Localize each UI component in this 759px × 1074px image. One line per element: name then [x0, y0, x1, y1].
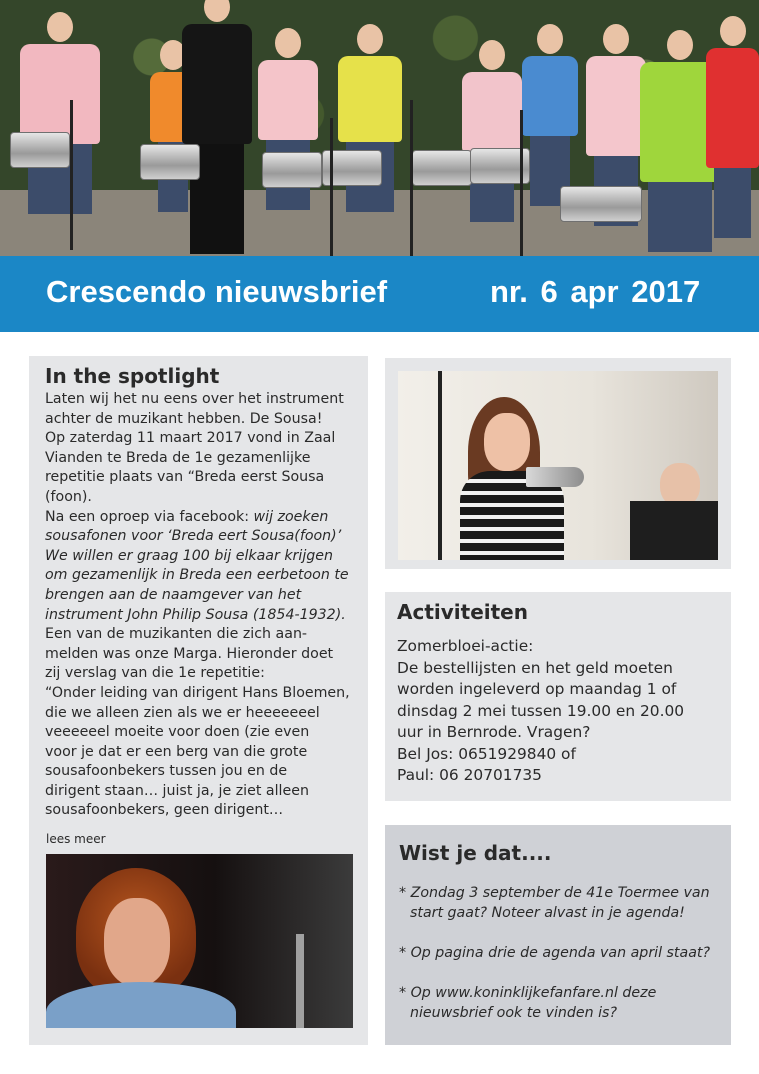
text-line: zij verslag van die 1e repetitie: [45, 665, 265, 682]
text-line: (foon). [45, 488, 92, 505]
quote-line: instrument John Philip Sousa (1854-1932). [45, 606, 346, 623]
title-band [0, 256, 759, 332]
photo-panel [385, 358, 731, 569]
drummer-kid [522, 56, 578, 136]
text-line: melden was onze Marga. Hieronder doet [45, 645, 334, 662]
music-stand [330, 118, 333, 256]
drummer-kid [586, 56, 646, 156]
activities-panel [385, 592, 731, 801]
quote-line: om gezamenlijk in Breda een eerbetoon te [45, 567, 349, 584]
text-line: Paul: 06 20701735 [397, 766, 542, 784]
quote-line: sousafonen voor ‘Breda eert Sousa(foon)’ [45, 528, 342, 545]
text-line: De bestellijsten en het geld moeten [397, 658, 673, 677]
conductor [182, 24, 252, 144]
trumpet [526, 467, 584, 487]
text-line: die we alleen zien als we er heeeeeeel [45, 704, 320, 721]
text-line: worden ingeleverd op maandag 1 of [397, 680, 677, 698]
list-item-line: start gaat? Noteer alvast in je agenda! [410, 905, 685, 921]
drummer-kid [258, 60, 318, 140]
microphone-stand [296, 934, 304, 1028]
snare-drum [140, 144, 200, 180]
list-item [399, 983, 725, 1023]
snare-drum [262, 152, 322, 188]
text-line: sousafoonbekers tussen jou en de [45, 763, 288, 780]
music-stand [70, 100, 73, 250]
issue-date: nr. 6 apr 2017 [490, 274, 701, 309]
quote-fragment: wij zoeken [253, 508, 329, 525]
text-line: Bel Jos: 0651929840 of [397, 744, 576, 763]
text-line: “Onder leiding van dirigent Hans Bloemen, [45, 684, 350, 701]
drummer-kid [338, 56, 402, 142]
text-line: sousafoonbekers, geen dirigent… [45, 802, 284, 819]
photo-marga-singing [46, 854, 353, 1028]
snare-drum [10, 132, 70, 168]
did-you-know-heading: Wist je dat.... [399, 841, 552, 865]
header-photo-drum-band [0, 0, 759, 256]
text-line [45, 508, 363, 528]
drummer-kid [706, 48, 759, 168]
quote-line: We willen er graag 100 bij elkaar krijgen [45, 547, 334, 564]
photo-trumpet-player [398, 371, 718, 560]
text-line: dirigent staan… juist ja, je ziet alleen [45, 782, 309, 799]
text-line: dinsdag 2 mei tussen 19.00 en 20.00 [397, 701, 685, 720]
text-line: uur in Bernrode. Vragen? [397, 723, 591, 741]
text-fragment: Na een oproep via facebook: [45, 508, 254, 525]
text-line: veeeeeel moeite voor doen (zie even [45, 724, 310, 741]
drummer-kid [462, 72, 522, 152]
snare-drum [560, 186, 642, 222]
spotlight-heading: In the spotlight [45, 364, 220, 388]
did-you-know-panel [385, 825, 731, 1045]
tripod [438, 371, 442, 560]
list-item-line: * Op www.koninklijkefanfare.nl deze [399, 985, 657, 1001]
activities-text [397, 636, 723, 787]
text-line: Een van de muzikanten die zich aan- [45, 626, 308, 643]
text-line: Zomerbloei-actie: [397, 637, 534, 655]
text-line: Op zaterdag 11 maart 2017 vond in Zaal [45, 430, 336, 447]
list-item-line: * Op pagina drie de agenda van april staat? [399, 945, 710, 961]
drummer-kid [20, 44, 100, 144]
list-item-line: nieuwsbrief ook te vinden is? [410, 1005, 617, 1021]
list-item [399, 883, 725, 923]
activities-heading: Activiteiten [397, 600, 528, 624]
snare-drum [412, 150, 472, 186]
music-stand [520, 110, 523, 256]
list-item-line: * Zondag 3 september de 41e Toermee van [399, 885, 710, 901]
text-line: repetitie plaats van “Breda eerst Sousa [45, 469, 325, 486]
text-line: Vianden te Breda de 1e gezamenlijke [45, 449, 311, 466]
spotlight-panel [29, 356, 368, 1045]
music-stand [410, 100, 413, 256]
text-line: achter de muzikant hebben. De Sousa! [45, 410, 323, 427]
read-more-link[interactable]: lees meer [46, 832, 106, 846]
piano [630, 501, 718, 560]
quote-line: brengen aan de naamgever van het [45, 586, 302, 603]
spotlight-text [45, 390, 363, 821]
newsletter-title: Crescendo nieuwsbrief [46, 274, 388, 309]
text-line: Laten wij het nu eens over het instrument [45, 391, 344, 407]
list-item [399, 943, 725, 963]
text-line: voor je dat er een berg van die grote [45, 743, 308, 760]
